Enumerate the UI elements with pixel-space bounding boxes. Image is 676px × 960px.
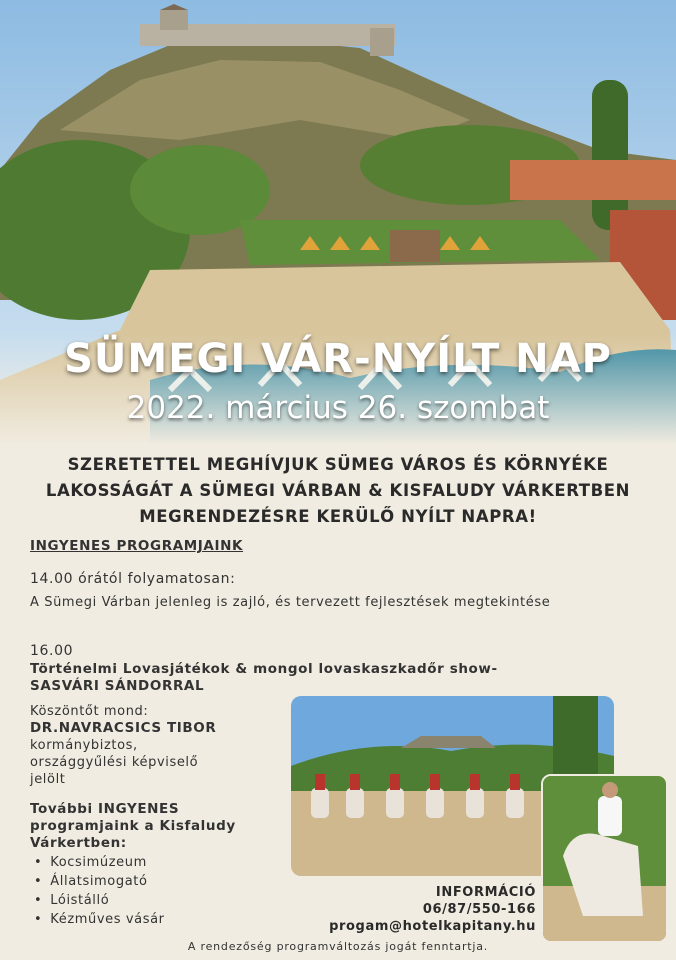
list-item: • Állatsimogató [34,872,165,891]
horse-show-performer: SASVÁRI SÁNDORRAL [30,678,205,694]
program-time-2: 16.00 [30,643,74,659]
greeting-speaker [30,703,280,788]
speaker-role: kormánybiztos, [30,738,138,753]
program-time-1: 14.00 órától folyamatosan: [30,571,236,587]
more-programs-heading [30,801,270,852]
info-label: INFORMÁCIÓ [435,885,536,900]
contact-info [329,884,536,935]
event-date: 2022. március 26. szombat [126,390,550,426]
programs-heading: INGYENES PROGRAMJAINK [30,538,244,554]
more-programs-line: programjaink a Kisfaludy [30,818,236,834]
more-programs-line: Várkertben: [30,835,127,851]
horse-show-line: Történelmi Lovasjátékok & mongol lovaskaszkadőr show- [30,661,498,677]
invitation-line: LAKOSSÁGÁT A SÜMEGI VÁRBAN & KISFALUDY VÁRKERTBEN [45,481,631,500]
invitation-line: MEGRENDEZÉSRE KERÜLŐ NYÍLT NAPRA! [139,507,537,526]
greeting-label: Köszöntőt mond: [30,704,149,719]
garden-programs-list [34,853,165,929]
info-phone: 06/87/550-166 [422,902,536,917]
speaker-role: jelölt [30,772,66,787]
horse-show-title [30,661,630,695]
list-item: • Lóistálló [34,891,165,910]
invitation-text [20,452,656,530]
rider-white-horse-photo [541,774,668,943]
event-title: SÜMEGI VÁR-NYÍLT NAP [64,336,612,382]
footer-note: A rendezőség programváltozás jogát fenntartja. [187,940,489,953]
info-email: progam@hotelkapitany.hu [329,919,536,934]
speaker-name: DR.NAVRACSICS TIBOR [30,720,217,736]
list-item: • Kézműves vásár [34,910,165,929]
program-description-1: A Sümegi Várban jelenleg is zajló, és tervezett fejlesztések megtekintése [30,595,551,610]
more-programs-line: További INGYENES [30,801,180,817]
speaker-role: országgyűlési képviselő [30,755,199,770]
list-item: • Kocsimúzeum [34,853,165,872]
invitation-line: SZERETETTEL MEGHÍVJUK SÜMEG VÁROS ÉS KÖRNYÉKE [67,455,609,474]
